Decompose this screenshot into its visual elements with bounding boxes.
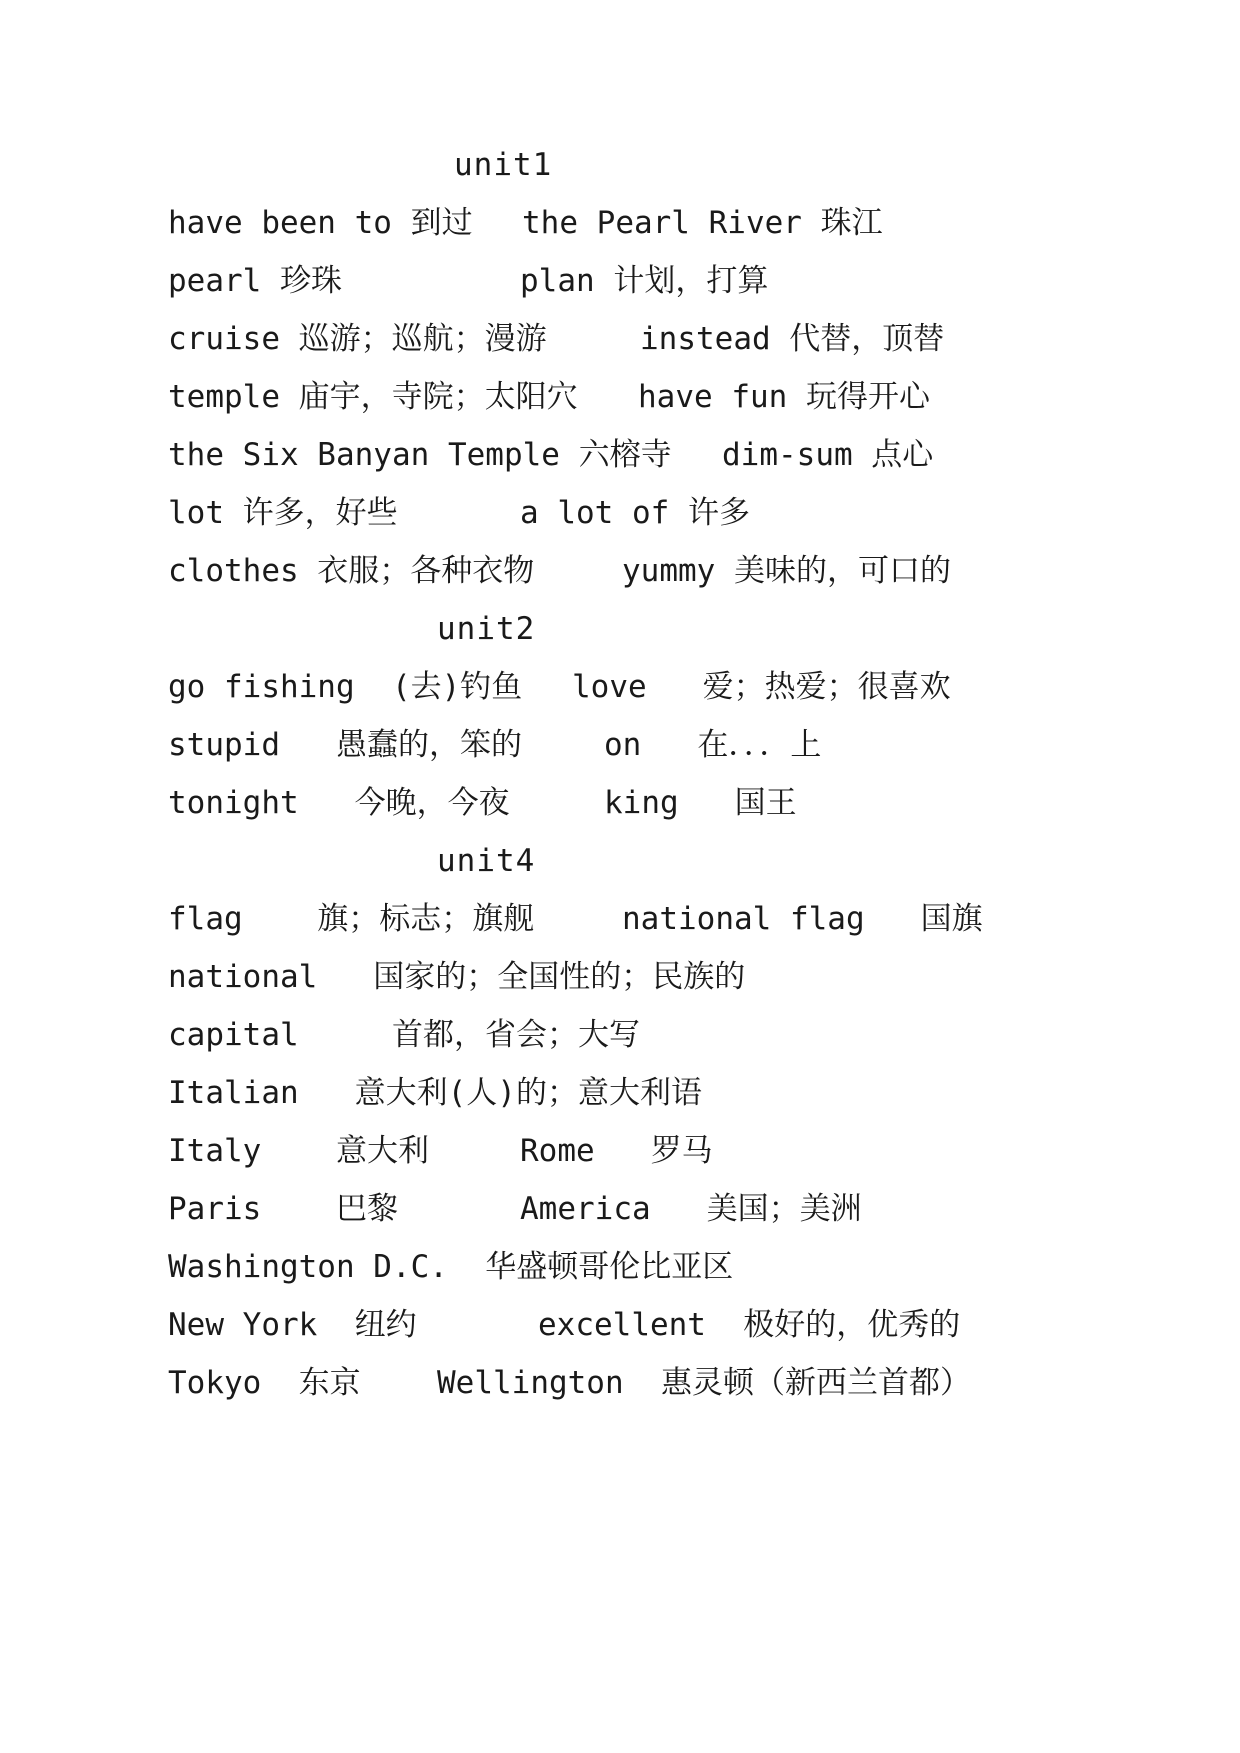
vocab-row [0,774,1240,832]
section-title: unit2 [437,611,536,647]
vocab-entry: a lot of 许多 [520,495,750,531]
vocab-row [0,1180,1240,1238]
vocab-entry: New York 纽约 [168,1307,417,1343]
section-title: unit4 [437,843,536,879]
vocab-entry: plan 计划，打算 [520,263,769,299]
vocab-entry: Italian 意大利(人)的；意大利语 [168,1075,702,1111]
vocab-entry: king 国王 [604,785,797,821]
vocab-entry: yummy 美味的，可口的 [622,553,951,589]
vocab-entry: go fishing (去)钓鱼 [168,669,523,705]
vocab-entry: dim-sum 点心 [722,437,934,473]
section-title: unit1 [454,147,553,183]
vocab-row [0,1006,1240,1064]
vocab-row [0,368,1240,426]
vocab-row [0,310,1240,368]
vocab-row [0,716,1240,774]
vocab-row [0,1064,1240,1122]
vocab-row [0,948,1240,1006]
vocab-entry: the Pearl River 珠江 [522,205,883,241]
section-heading [0,136,1240,194]
vocab-entry: have fun 玩得开心 [638,379,930,415]
vocab-entry: national flag 国旗 [622,901,983,937]
vocab-entry: Tokyo 东京 [168,1365,361,1401]
vocab-row [0,890,1240,948]
vocab-entry: excellent 极好的，优秀的 [538,1307,961,1343]
vocab-entry: love 爱；热爱；很喜欢 [572,669,951,705]
vocab-entry: cruise 巡游；巡航；漫游 [168,321,547,357]
vocab-entry: Wellington 惠灵顿（新西兰首都） [437,1365,971,1401]
vocab-row [0,542,1240,600]
vocab-entry: capital 首都，省会；大写 [168,1017,640,1053]
vocab-entry: the Six Banyan Temple 六榕寺 [168,437,672,473]
vocab-row [0,1354,1240,1412]
vocab-row [0,484,1240,542]
vocab-entry: Paris 巴黎 [168,1191,398,1227]
vocab-entry: national 国家的；全国性的；民族的 [168,959,746,995]
vocab-entry: stupid 愚蠢的，笨的 [168,727,522,763]
vocab-entry: flag 旗；标志；旗舰 [168,901,535,937]
vocab-entry: tonight 今晚，今夜 [168,785,510,821]
vocab-row [0,1122,1240,1180]
vocab-entry: clothes 衣服；各种衣物 [168,553,535,589]
vocab-entry: temple 庙宇，寺院；太阳穴 [168,379,578,415]
vocab-row [0,194,1240,252]
vocab-entry: have been to 到过 [168,205,473,241]
vocab-row [0,252,1240,310]
vocab-entry: America 美国；美洲 [520,1191,862,1227]
vocab-entry: lot 许多，好些 [168,495,398,531]
section-heading [0,832,1240,890]
vocab-entry: Italy 意大利 [168,1133,429,1169]
vocab-entry: Rome 罗马 [520,1133,713,1169]
vocab-row [0,658,1240,716]
section-heading [0,600,1240,658]
vocab-row [0,426,1240,484]
vocab-entry: on 在．．．上 [604,727,822,763]
vocab-entry: instead 代替，顶替 [640,321,945,357]
vocab-row [0,1238,1240,1296]
vocab-entry: Washington D.C. 华盛顿哥伦比亚区 [168,1249,734,1285]
vocab-row [0,1296,1240,1354]
vocab-entry: pearl 珍珠 [168,263,342,299]
